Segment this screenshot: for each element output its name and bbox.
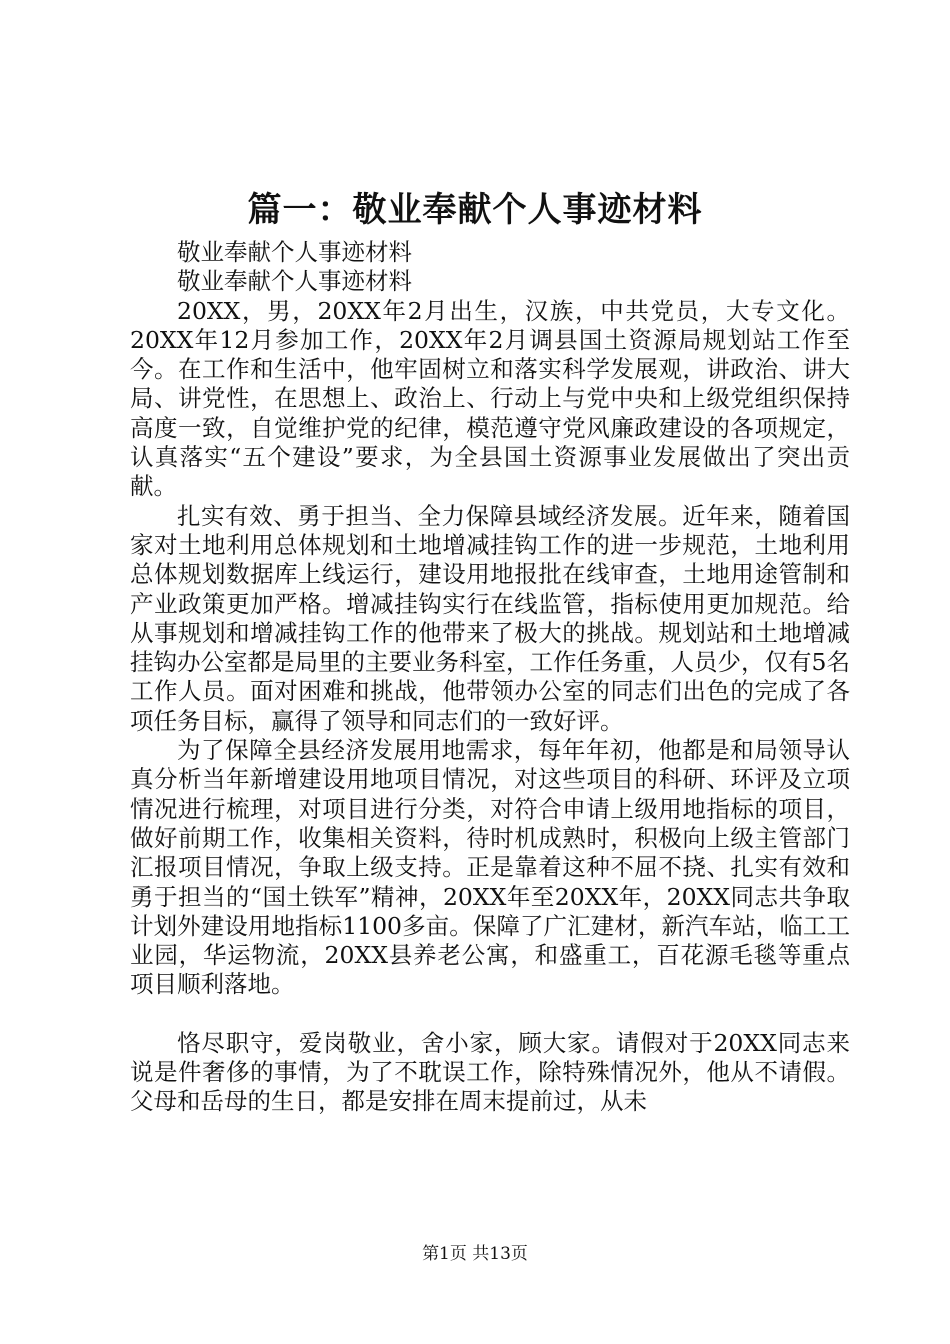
paragraph-spacer xyxy=(130,1000,850,1029)
paragraph-intro: 20XX，男，20XX年2月出生，汉族，中共党员，大专文化。20XX年12月参加工作，20XX年2月调县国土资源局规划站工作至今。在工作和生活中，他牢固树立和落实科学发展观，讲政治、讲大局、讲党性，在思想上、政治上、行动上与党中央和上级党组织保持高度一致，自觉维护党的纪律，模范遵守党风廉政建设的各项规定，认真落实“五个建设”要求，为全县国土资源事业发展做出了突出贡献。 xyxy=(130,296,850,501)
document-body xyxy=(130,238,850,1117)
subtitle-line-2: 敬业奉献个人事迹材料 xyxy=(177,267,412,296)
page-footer: 第1页 共13页 xyxy=(422,1244,528,1264)
paragraph-dedication: 恪尽职守，爱岗敬业，舍小家，顾大家。请假对于20XX同志来说是件奢侈的事情，为了不耽误工作，除特殊情况外，他从不请假。父母和岳母的生日，都是安排在周末提前过，从未 xyxy=(130,1028,850,1116)
paragraph-responsibility: 扎实有效、勇于担当、全力保障县域经济发展。近年来，随着国家对土地利用总体规划和土地增减挂钩工作的进一步规范，土地利用总体规划数据库上线运行，建设用地报批在线审查，土地用途管制和产业政策更加严格。增减挂钩实行在线监管，指标使用更加规范。给从事规划和增减挂钩工作的他带来了极大的挑战。规划站和土地增减挂钩办公室都是局里的主要业务科室，工作任务重，人员少，仅有5名工作人员。面对困难和挑战，他带领办公室的同志们出色的完成了各项任务目标，赢得了领导和同志们的一致好评。 xyxy=(130,501,850,735)
page-title: 篇一：敬业奉献个人事迹材料 xyxy=(247,190,703,230)
subtitle-line-1: 敬业奉献个人事迹材料 xyxy=(177,238,412,266)
paragraph-land-use: 为了保障全县经济发展用地需求，每年年初，他都是和局领导认真分析当年新增建设用地项目情况，对这些项目的科研、环评及立项情况进行梳理，对项目进行分类，对符合申请上级用地指标的项目，做好前期工作，收集相关资料，待时机成熟时，积极向上级主管部门汇报项目情况，争取上级支持。正是靠着这种不屈不挠、扎实有效和勇于担当的“国土铁军”精神，20XX年至20XX年，20XX同志共争取计划外建设用地指标1100多亩。保障了广汇建材，新汽车站，临工工业园，华运物流，20XX县养老公寓，和盛重工，百花源毛毯等重点项目顺利落地。 xyxy=(130,736,850,999)
